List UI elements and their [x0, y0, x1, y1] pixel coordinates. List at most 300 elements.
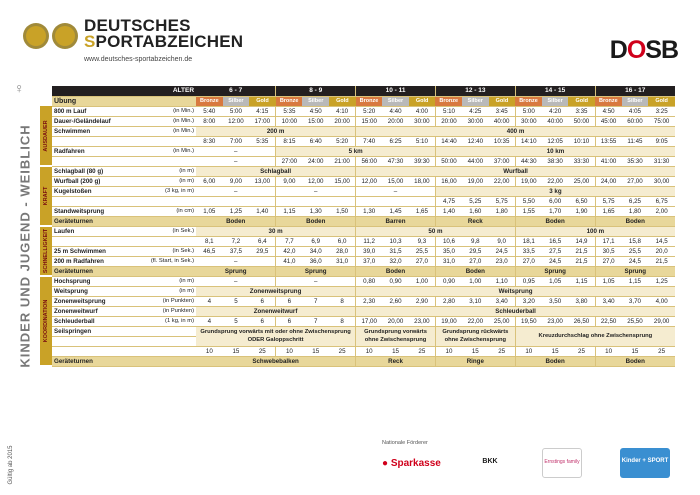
value: 15	[302, 346, 329, 356]
discipline-label: Weitsprung	[356, 286, 675, 296]
value: 8:30	[196, 136, 223, 146]
value: 3,70	[622, 296, 649, 306]
sidebar-title: KINDER UND JUGEND - WEIBLICH	[17, 124, 33, 368]
value: 27,0	[462, 256, 489, 266]
value: 20:00	[382, 116, 409, 126]
row-schwimmen	[40, 136, 675, 146]
dosb-sb: SB	[645, 36, 678, 64]
value: 25,5	[409, 246, 436, 256]
brand-title	[84, 18, 243, 50]
discipline-label: Schleuderball	[356, 306, 675, 316]
value: 30,00	[648, 176, 675, 186]
value: 4:50	[595, 106, 622, 116]
row-seilspringen-header	[40, 326, 675, 336]
value: 18,00	[409, 176, 436, 186]
value: 25,5	[622, 246, 649, 256]
medal-gold: Gold	[329, 96, 356, 106]
medal-silber: Silber	[462, 96, 489, 106]
row-hochsprung	[40, 276, 675, 286]
apparatus: Boden	[515, 356, 595, 366]
medal-gold: Gold	[648, 96, 675, 106]
value: 7:40	[356, 136, 383, 146]
value: 1,25	[223, 206, 250, 216]
row-geraetturnen-koordination	[40, 356, 675, 366]
value: 21,5	[568, 256, 595, 266]
value: 5:10	[435, 106, 462, 116]
value: 35,0	[435, 246, 462, 256]
row-kugelstossen-header	[40, 186, 675, 196]
exercise-name: Schlagball (80 g)	[52, 166, 130, 176]
value: 10,3	[382, 236, 409, 246]
exercise-name: Radfahren	[52, 146, 130, 156]
value: 27,00	[622, 176, 649, 186]
row-standweitsprung	[40, 206, 675, 216]
exercise-unit: (in m)	[130, 286, 196, 296]
row-weitsprung-header	[40, 286, 675, 296]
value: 6,9	[302, 236, 329, 246]
value: 15,00	[382, 176, 409, 186]
value: 6:40	[302, 136, 329, 146]
row-geraetturnen-kraft	[40, 216, 675, 226]
value: 56:00	[356, 156, 383, 166]
exercise-name: Weitsprung	[52, 286, 130, 296]
row-kugelstossen	[40, 196, 675, 206]
apparatus: Barren	[356, 216, 436, 226]
value: 4:15	[249, 106, 276, 116]
value: 13,00	[249, 176, 276, 186]
value: 5	[223, 296, 250, 306]
age-group: 10 - 11	[356, 86, 436, 96]
value: 8	[329, 316, 356, 326]
apparatus: Sprung	[196, 266, 276, 276]
exercise-unit: (in Min.)	[130, 146, 196, 156]
value: 5:20	[356, 106, 383, 116]
value: 3:25	[648, 106, 675, 116]
jump-description: Grundsprung vorwärts ohne Zwischensprung	[356, 326, 436, 346]
medal-bronze: Bronze	[515, 96, 542, 106]
age-group: 8 - 9	[276, 86, 356, 96]
value: –	[196, 276, 276, 286]
value: 6	[249, 296, 276, 306]
value: 10:00	[276, 116, 303, 126]
value: 6,00	[196, 176, 223, 186]
exercise-unit: (3 kg, in m)	[130, 186, 196, 196]
value: 22,00	[462, 316, 489, 326]
value: 35:30	[622, 156, 649, 166]
value: 7,7	[276, 236, 303, 246]
value: 1,30	[302, 206, 329, 216]
value: 4:10	[329, 106, 356, 116]
value: 6,4	[249, 236, 276, 246]
value: 7,2	[223, 236, 250, 246]
value: 4:05	[622, 106, 649, 116]
value: 39,0	[356, 246, 383, 256]
apparatus: Boden	[435, 266, 515, 276]
value: 2,00	[648, 206, 675, 216]
value: 4,75	[435, 196, 462, 206]
requirements-table	[40, 86, 675, 367]
value: 31,0	[435, 256, 462, 266]
value: 5,25	[462, 196, 489, 206]
value: 18,1	[515, 236, 542, 246]
value: 24,5	[542, 256, 569, 266]
value: 27,5	[542, 246, 569, 256]
value: 45:00	[595, 116, 622, 126]
row-laufen	[40, 236, 675, 246]
value: 9,00	[223, 176, 250, 186]
exercise-name: 200 m Radfahren	[52, 256, 130, 266]
value: 14:40	[435, 136, 462, 146]
exercise-unit: (in m)	[130, 176, 196, 186]
validity-note: Gültig ab 2015	[8, 445, 14, 485]
value: 19,50	[515, 316, 542, 326]
value: 8:15	[276, 136, 303, 146]
row-radfahren-header	[40, 146, 675, 156]
apparatus: Boden	[276, 216, 356, 226]
value: 12:05	[542, 136, 569, 146]
age-group: 14 - 15	[515, 86, 595, 96]
value: 1,45	[382, 206, 409, 216]
value: 47:30	[382, 156, 409, 166]
sportabzeichen-badges	[22, 18, 82, 54]
value: 5:40	[196, 106, 223, 116]
discipline-label: Wurfball	[356, 166, 675, 176]
exercise-unit: (in Sek.)	[130, 226, 196, 236]
value: 10	[276, 346, 303, 356]
value: 22,00	[489, 176, 516, 186]
exercise-name: Seilspringen	[52, 326, 130, 336]
exercise-name: 25 m Schwimmen	[52, 246, 130, 256]
distance-label: 30 m	[196, 226, 356, 236]
distance-label: 50 m	[356, 226, 516, 236]
value: 5:35	[249, 136, 276, 146]
value: 31,0	[329, 256, 356, 266]
exercise-name: Kugelstoßen	[52, 186, 130, 196]
value: 3,80	[568, 296, 595, 306]
row-25m-schwimmen	[40, 246, 675, 256]
age-group: 6 - 7	[196, 86, 276, 96]
value: 23,00	[409, 316, 436, 326]
value: 10:35	[489, 136, 516, 146]
category-koordination: KOORDINATION	[40, 276, 52, 366]
row-schwimmen-header	[40, 126, 675, 136]
value: 25	[249, 346, 276, 356]
value: 3,20	[515, 296, 542, 306]
value: 1,05	[542, 276, 569, 286]
value: 39:30	[409, 156, 436, 166]
value: 7	[302, 316, 329, 326]
value: 3:35	[568, 106, 595, 116]
value: 37,0	[356, 256, 383, 266]
value: 33:30	[568, 156, 595, 166]
value: 2,80	[435, 296, 462, 306]
value: –	[196, 156, 276, 166]
row-schleuderball	[40, 316, 675, 326]
row-radfahren	[40, 156, 675, 166]
value: 1,15	[568, 276, 595, 286]
value: 37:00	[489, 156, 516, 166]
value: 22,50	[595, 316, 622, 326]
distance-label: 200 m	[196, 126, 356, 136]
value: 17,1	[595, 236, 622, 246]
value: 5:00	[223, 106, 250, 116]
ubung-label: Übung	[52, 96, 196, 106]
value: 17,00	[356, 316, 383, 326]
medal-silber: Silber	[382, 96, 409, 106]
value: –	[196, 186, 276, 196]
apparatus: Sprung	[595, 266, 675, 276]
value: 29,00	[648, 316, 675, 326]
exercise-unit: (1 kg, in m)	[130, 316, 196, 326]
website-url[interactable]: www.deutsches-sportabzeichen.de	[84, 56, 193, 63]
value: 15	[462, 346, 489, 356]
row-geraetturnen-schnelligkeit	[40, 266, 675, 276]
value: 20:00	[435, 116, 462, 126]
value: 10	[435, 346, 462, 356]
row-dauerlauf	[40, 116, 675, 126]
value: 1,15	[622, 276, 649, 286]
value: 37,5	[223, 246, 250, 256]
value: 8:00	[196, 116, 223, 126]
weight-label: 3 kg	[435, 186, 675, 196]
apparatus: Boden	[515, 216, 595, 226]
value: 1,50	[329, 206, 356, 216]
value: 4:00	[409, 106, 436, 116]
apparatus: Reck	[435, 216, 515, 226]
sponsor-label: Nationale Förderer	[382, 440, 428, 446]
value: 4:25	[462, 106, 489, 116]
value: 30:00	[462, 116, 489, 126]
medal-bronze: Bronze	[435, 96, 462, 106]
value: 2,30	[356, 296, 383, 306]
sparkasse-logo: ● Sparkasse	[382, 458, 441, 469]
value: 19,00	[462, 176, 489, 186]
value: 1,80	[489, 206, 516, 216]
value: –	[276, 276, 356, 286]
medal-silber: Silber	[302, 96, 329, 106]
exercise-name: Hochsprung	[52, 276, 130, 286]
exercise-name: Schwimmen	[52, 126, 130, 136]
value: 9:05	[648, 136, 675, 146]
value: 5:00	[515, 106, 542, 116]
value: 6	[276, 296, 303, 306]
value: 25,00	[568, 176, 595, 186]
value: 0,90	[382, 276, 409, 286]
value: 1,90	[568, 206, 595, 216]
apparatus: Boden	[196, 216, 276, 226]
value: 21,5	[648, 256, 675, 266]
value: 25	[329, 346, 356, 356]
value: 10	[196, 346, 223, 356]
medal-bronze: Bronze	[356, 96, 383, 106]
value: –	[196, 146, 276, 156]
value: 20:00	[329, 116, 356, 126]
value: 0,90	[435, 276, 462, 286]
medal-bronze: Bronze	[196, 96, 223, 106]
value: 1,30	[356, 206, 383, 216]
medal-bronze: Bronze	[595, 96, 622, 106]
value: 0,80	[356, 276, 383, 286]
exercise-name: Wurfball (200 g)	[52, 176, 130, 186]
brand-s: S	[84, 32, 96, 51]
value: 4:20	[542, 106, 569, 116]
dosb-o: O	[626, 36, 646, 64]
value: 1,40	[249, 206, 276, 216]
row-800m	[40, 106, 675, 116]
value: 25	[568, 346, 595, 356]
value: 25	[489, 346, 516, 356]
value: 9,0	[489, 236, 516, 246]
medal-gold: Gold	[489, 96, 516, 106]
value: 19,00	[515, 176, 542, 186]
exercise-name: Laufen	[52, 226, 130, 236]
value: 5:20	[329, 136, 356, 146]
value: 42,0	[276, 246, 303, 256]
value: 3:45	[489, 106, 516, 116]
value: 1,05	[595, 276, 622, 286]
medal-header-row	[40, 96, 675, 106]
value: 15	[382, 346, 409, 356]
value: 21:00	[329, 156, 356, 166]
value: 12:40	[462, 136, 489, 146]
value: 33,5	[515, 246, 542, 256]
value: 44:00	[462, 156, 489, 166]
value: 0,95	[515, 276, 542, 286]
value: 1,60	[462, 206, 489, 216]
apparatus: Sprung	[515, 266, 595, 276]
value: 25	[648, 346, 675, 356]
value: 24,00	[595, 176, 622, 186]
value: 27,0	[515, 256, 542, 266]
female-icon: ♀	[14, 80, 25, 96]
value: 15:00	[302, 116, 329, 126]
distance-label: 400 m	[356, 126, 675, 136]
value: 24,5	[489, 246, 516, 256]
value: 1,80	[622, 206, 649, 216]
value: 50:00	[435, 156, 462, 166]
discipline-label: Zonenweitwurf	[196, 306, 356, 316]
age-group: 12 - 13	[435, 86, 515, 96]
value: 75:00	[648, 116, 675, 126]
value: 14:10	[515, 136, 542, 146]
value: 14,9	[568, 236, 595, 246]
value: 40:00	[542, 116, 569, 126]
value: 21,5	[568, 246, 595, 256]
exercise-unit: (in Min.)	[130, 116, 196, 126]
badge-icon	[22, 18, 82, 54]
value: 25	[409, 346, 436, 356]
value: 29,5	[462, 246, 489, 256]
value: 50:00	[568, 116, 595, 126]
age-group: 16 - 17	[595, 86, 675, 96]
dosb-logo	[610, 36, 678, 65]
value: 4	[196, 316, 223, 326]
value: 5	[223, 316, 250, 326]
discipline-label: Schlagball	[196, 166, 356, 176]
category-ausdauer: AUSDAUER	[40, 106, 52, 166]
value: 15	[223, 346, 250, 356]
value: 6,0	[329, 236, 356, 246]
exercise-unit: (in Punkten)	[130, 296, 196, 306]
value: 30:00	[515, 116, 542, 126]
value: 3,50	[542, 296, 569, 306]
value: 14,5	[648, 236, 675, 246]
apparatus: Ringe	[435, 356, 515, 366]
value: 12,00	[356, 176, 383, 186]
value: 10	[356, 346, 383, 356]
value: 44:30	[515, 156, 542, 166]
kinder-sport-logo: Kinder + SPORT	[620, 448, 670, 478]
value: 25,50	[622, 316, 649, 326]
value: 20,0	[648, 246, 675, 256]
exercise-name: Geräteturnen	[52, 266, 196, 276]
value: 26,50	[568, 316, 595, 326]
exercise-unit: (in m)	[130, 166, 196, 176]
medal-silber: Silber	[622, 96, 649, 106]
value: 11,2	[356, 236, 383, 246]
value: 36,0	[302, 256, 329, 266]
jump-description: Grundsprung rückwärts ohne Zwischensprung	[435, 326, 515, 346]
brand-line1: DEUTSCHES	[84, 16, 191, 35]
value: 20,00	[382, 316, 409, 326]
value: 32,0	[382, 256, 409, 266]
row-200m-radfahren	[40, 256, 675, 266]
value: 5,50	[515, 196, 542, 206]
value: 41:00	[595, 156, 622, 166]
value: 1,05	[196, 206, 223, 216]
value: 30,5	[595, 246, 622, 256]
exercise-name: Geräteturnen	[52, 216, 196, 226]
row-wurfball	[40, 176, 675, 186]
value: 19,00	[435, 316, 462, 326]
value: 3,40	[595, 296, 622, 306]
value: 31,5	[382, 246, 409, 256]
value: 5,75	[489, 196, 516, 206]
value: 4,00	[648, 296, 675, 306]
value: 6,25	[622, 196, 649, 206]
value: 6	[276, 316, 303, 326]
value: –	[356, 186, 436, 196]
exercise-name: Dauer-/Geländelauf	[52, 116, 130, 126]
distance-label: 100 m	[515, 226, 675, 236]
jump-description: Grundsprung vorwärts mit oder ohne Zwischensprung ODER Galoppschritt	[196, 326, 356, 346]
jump-description: Kreuzdurchschlag ohne Zwischensprung	[515, 326, 675, 346]
value: 24:00	[302, 156, 329, 166]
category-kraft: KRAFT	[40, 166, 52, 226]
exercise-name: Geräteturnen	[52, 356, 196, 366]
value: 41,0	[276, 256, 303, 266]
value: 15,8	[622, 236, 649, 246]
value: 6,75	[648, 196, 675, 206]
alter-label: ALTER	[130, 86, 196, 96]
value: 6,00	[542, 196, 569, 206]
apparatus: Boden	[595, 216, 675, 226]
value: 15	[542, 346, 569, 356]
value: 4:50	[302, 106, 329, 116]
dosb-d: D	[609, 36, 627, 64]
value: 5:35	[276, 106, 303, 116]
value: 11:45	[622, 136, 649, 146]
value: 15	[622, 346, 649, 356]
value: 1,10	[489, 276, 516, 286]
value: 12:00	[223, 116, 250, 126]
distance-label: 5 km	[276, 146, 436, 156]
medal-gold: Gold	[249, 96, 276, 106]
value: –	[196, 256, 276, 266]
value: 31:30	[648, 156, 675, 166]
value: 1,15	[276, 206, 303, 216]
discipline-label: Zonenweitsprung	[196, 286, 356, 296]
